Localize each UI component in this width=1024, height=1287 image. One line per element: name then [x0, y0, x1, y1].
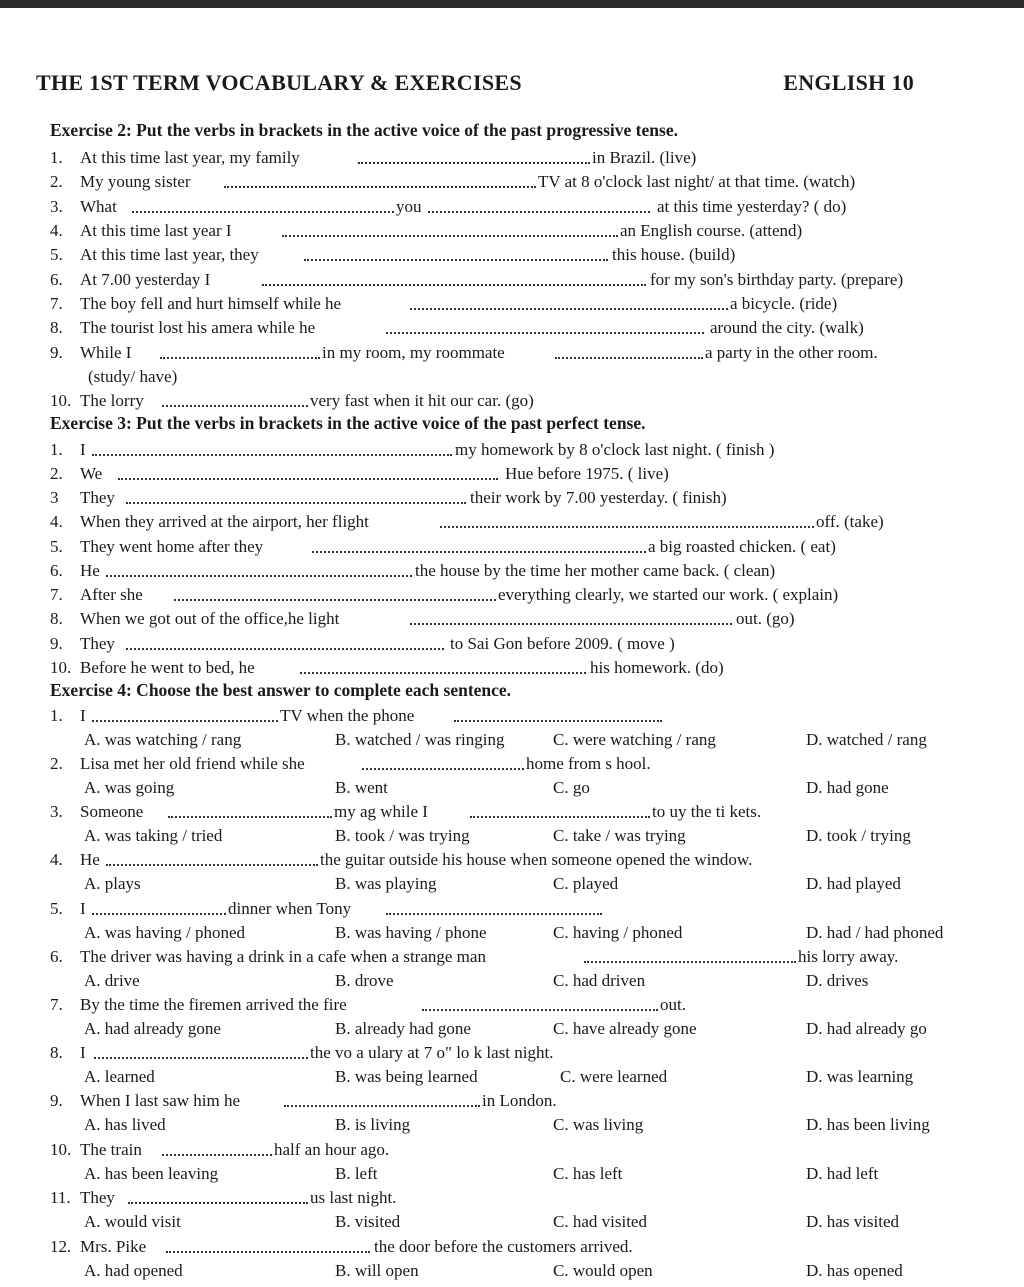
exercise-2-item: (study/ have) [88, 367, 178, 386]
exercise-3-item: 4. When they arrived at the airport, her flight off. (take) [50, 512, 884, 531]
exercise-3-title: Exercise 3: Put the verbs in brackets in the active voice of the past perfect tense. [50, 413, 646, 433]
option-b[interactable]: B. was being learned [335, 1067, 478, 1086]
answer-blank[interactable] [106, 575, 412, 577]
exercise-4-question: 11. They us last night. [50, 1188, 397, 1207]
option-a[interactable]: A. has lived [84, 1115, 166, 1134]
option-d[interactable]: D. drives [806, 971, 869, 990]
answer-options [0, 1259, 960, 1283]
answer-blank[interactable] [92, 720, 278, 722]
exercise-2-item: 4. At this time last year I an English course. (attend) [50, 221, 803, 240]
exercise-2-item: 6. At 7.00 yesterday I for my son's birthday party. (prepare) [50, 270, 904, 289]
option-a[interactable]: A. plays [84, 874, 141, 893]
answer-blank[interactable] [126, 648, 444, 650]
answer-blank[interactable] [304, 259, 608, 261]
option-b[interactable]: B. took / was trying [335, 826, 470, 845]
option-d[interactable]: D. had / had phoned [806, 923, 944, 942]
option-c[interactable]: C. take / was trying [553, 826, 686, 845]
option-d[interactable]: D. was learning [806, 1067, 914, 1086]
exercise-4-question: 9. When I last saw him he in London. [50, 1091, 557, 1110]
option-d[interactable]: D. took / trying [806, 826, 911, 845]
option-c[interactable]: C. were watching / rang [553, 730, 716, 749]
option-a[interactable]: A. has been leaving [84, 1164, 219, 1183]
option-a[interactable]: A. was going [84, 778, 175, 797]
answer-blank[interactable] [428, 211, 650, 213]
answer-options [0, 1065, 960, 1089]
exercise-2-item: 3. What you at this time yesterday? ( do) [50, 197, 847, 216]
answer-blank[interactable] [174, 599, 496, 601]
option-c[interactable]: C. was living [553, 1115, 644, 1134]
answer-blank[interactable] [262, 284, 646, 286]
option-c[interactable]: C. had visited [553, 1212, 647, 1231]
exercise-4-question: 2. Lisa met her old friend while she home from s hool. [50, 754, 651, 773]
answer-blank[interactable] [92, 913, 226, 915]
answer-blank[interactable] [166, 1251, 370, 1253]
answer-blank[interactable] [470, 816, 650, 818]
option-d[interactable]: D. had gone [806, 778, 889, 797]
answer-blank[interactable] [584, 961, 796, 963]
option-b[interactable]: B. already had gone [335, 1019, 471, 1038]
option-b[interactable]: B. drove [335, 971, 394, 990]
exercise-4-question: 6. The driver was having a drink in a cafe when a strange man his lorry away. [50, 947, 899, 966]
answer-blank[interactable] [440, 526, 814, 528]
option-d[interactable]: D. watched / rang [806, 730, 927, 749]
option-a[interactable]: A. was taking / tried [84, 826, 223, 845]
exercise-3-item: 2. We Hue before 1975. ( live) [50, 464, 669, 483]
answer-blank[interactable] [126, 502, 466, 504]
exercise-4-title: Exercise 4: Choose the best answer to complete each sentence. [50, 680, 512, 700]
answer-blank[interactable] [118, 478, 498, 480]
option-d[interactable]: D. had left [806, 1164, 879, 1183]
answer-options [0, 872, 960, 896]
exercise-4-question: 3. Someone my ag while I to uy the ti kets. [50, 802, 762, 821]
page-title: THE 1ST TERM VOCABULARY & EXERCISES [36, 70, 522, 95]
answer-blank[interactable] [386, 332, 704, 334]
answer-blank[interactable] [160, 357, 320, 359]
exercise-3-item: 1. I my homework by 8 o'clock last night. ( finish ) [50, 440, 775, 459]
subject-label: ENGLISH 10 [783, 70, 914, 95]
option-a[interactable]: A. was having / phoned [84, 923, 246, 942]
option-d[interactable]: D. has visited [806, 1212, 900, 1231]
option-b[interactable]: B. is living [335, 1115, 411, 1134]
answer-blank[interactable] [94, 1057, 308, 1059]
option-a[interactable]: A. learned [84, 1067, 155, 1086]
exercise-3-item: 3 They their work by 7.00 yesterday. ( finish) [50, 488, 727, 507]
exercise-4-question: 8. I the vo a ulary at 7 o" lo k last night. [50, 1043, 554, 1062]
answer-blank[interactable] [555, 357, 703, 359]
answer-blank[interactable] [454, 720, 662, 722]
exercise-4-question: 7. By the time the firemen arrived the fire out. [50, 995, 686, 1014]
answer-blank[interactable] [162, 1154, 272, 1156]
answer-blank[interactable] [284, 1105, 480, 1107]
option-b[interactable]: B. visited [335, 1212, 401, 1231]
answer-options [0, 1210, 960, 1234]
answer-options [0, 921, 960, 945]
answer-options [0, 1017, 960, 1041]
option-c[interactable]: C. played [553, 874, 619, 893]
exercise-2-item: 8. The tourist lost his amera while he around the city. (walk) [50, 318, 864, 337]
option-a[interactable]: A. had opened [84, 1261, 183, 1280]
answer-blank[interactable] [358, 162, 590, 164]
option-b[interactable]: B. went [335, 778, 388, 797]
answer-blank[interactable] [128, 1202, 308, 1204]
exercise-4-question: 4. He the guitar outside his house when someone opened the window. [50, 850, 753, 869]
exercise-2-item: 9. While I in my room, my roommate a party in the other room. [50, 343, 878, 362]
exercise-3-item: 6. He the house by the time her mother came back. ( clean) [50, 561, 776, 580]
answer-blank[interactable] [422, 1009, 658, 1011]
answer-blank[interactable] [224, 186, 536, 188]
answer-blank[interactable] [92, 454, 452, 456]
option-b[interactable]: B. left [335, 1164, 378, 1183]
answer-blank[interactable] [410, 308, 728, 310]
exercise-2-item: 2. My young sister TV at 8 o'clock last night/ at that time. (watch) [50, 172, 856, 191]
option-a[interactable]: A. drive [84, 971, 140, 990]
exercise-4-question: 5. I dinner when Tony [50, 897, 970, 921]
exercise-3-item: 7. After she everything clearly, we started our work. ( explain) [50, 585, 839, 604]
exercise-4-question: 10. The train half an hour ago. [50, 1140, 390, 1159]
answer-options [0, 969, 960, 993]
exercise-2-title: Exercise 2: Put the verbs in brackets in the active voice of the past progressive tense. [50, 120, 678, 140]
option-d[interactable]: D. has been living [806, 1115, 930, 1134]
answer-blank[interactable] [312, 551, 646, 553]
option-b[interactable]: B. watched / was ringing [335, 730, 505, 749]
answer-blank[interactable] [132, 211, 394, 213]
option-a[interactable]: A. would visit [84, 1212, 181, 1231]
answer-blank[interactable] [386, 913, 602, 915]
exercise-4-question: 12. Mrs. Pike the door before the customers arrived. [50, 1237, 633, 1256]
option-c[interactable]: C. have already gone [553, 1019, 697, 1038]
answer-options [0, 728, 960, 752]
exercise-3-item: 10. Before he went to bed, he his homework. (do) [50, 658, 724, 677]
exercise-2-item: 10. The lorry very fast when it hit our car. (go) [50, 391, 534, 410]
option-d[interactable]: D. had already go [806, 1019, 927, 1038]
option-b[interactable]: B. was having / phone [335, 923, 487, 942]
answer-options [0, 824, 960, 848]
answer-blank[interactable] [162, 405, 308, 407]
page-header [36, 70, 914, 96]
exercise-2-item: 7. The boy fell and hurt himself while he a bicycle. (ride) [50, 294, 838, 313]
option-c[interactable]: C. has left [553, 1164, 623, 1183]
option-c[interactable]: C. would open [553, 1261, 653, 1280]
answer-blank[interactable] [282, 235, 618, 237]
exercise-2-item: 5. At this time last year, they this house. (build) [50, 245, 736, 264]
option-a[interactable]: A. was watching / rang [84, 730, 242, 749]
answer-blank[interactable] [410, 623, 732, 625]
answer-blank[interactable] [106, 864, 318, 866]
exercise-3-item: 9. They to Sai Gon before 2009. ( move ) [50, 634, 675, 653]
option-b[interactable]: B. was playing [335, 874, 437, 893]
exercise-3-item: 5. They went home after they a big roasted chicken. ( eat) [50, 537, 836, 556]
option-a[interactable]: A. had already gone [84, 1019, 221, 1038]
exercise-4-question: 1. I TV when the phone [50, 704, 970, 728]
exercise-2-item: 1. At this time last year, my family in Brazil. (live) [50, 148, 697, 167]
answer-blank[interactable] [168, 816, 332, 818]
exercise-3-item: 8. When we got out of the office,he light out. (go) [50, 609, 795, 628]
answer-options [0, 1162, 960, 1186]
option-c[interactable]: C. go [553, 778, 590, 797]
answer-options [0, 1113, 960, 1137]
option-c[interactable]: C. had driven [553, 971, 646, 990]
option-b[interactable]: B. will open [335, 1261, 419, 1280]
option-c[interactable]: C. having / phoned [553, 923, 683, 942]
answer-blank[interactable] [300, 672, 586, 674]
option-c[interactable]: C. were learned [560, 1067, 668, 1086]
answer-options [0, 776, 960, 800]
option-d[interactable]: D. had played [806, 874, 901, 893]
answer-blank[interactable] [362, 768, 524, 770]
option-d[interactable]: D. has opened [806, 1261, 903, 1280]
